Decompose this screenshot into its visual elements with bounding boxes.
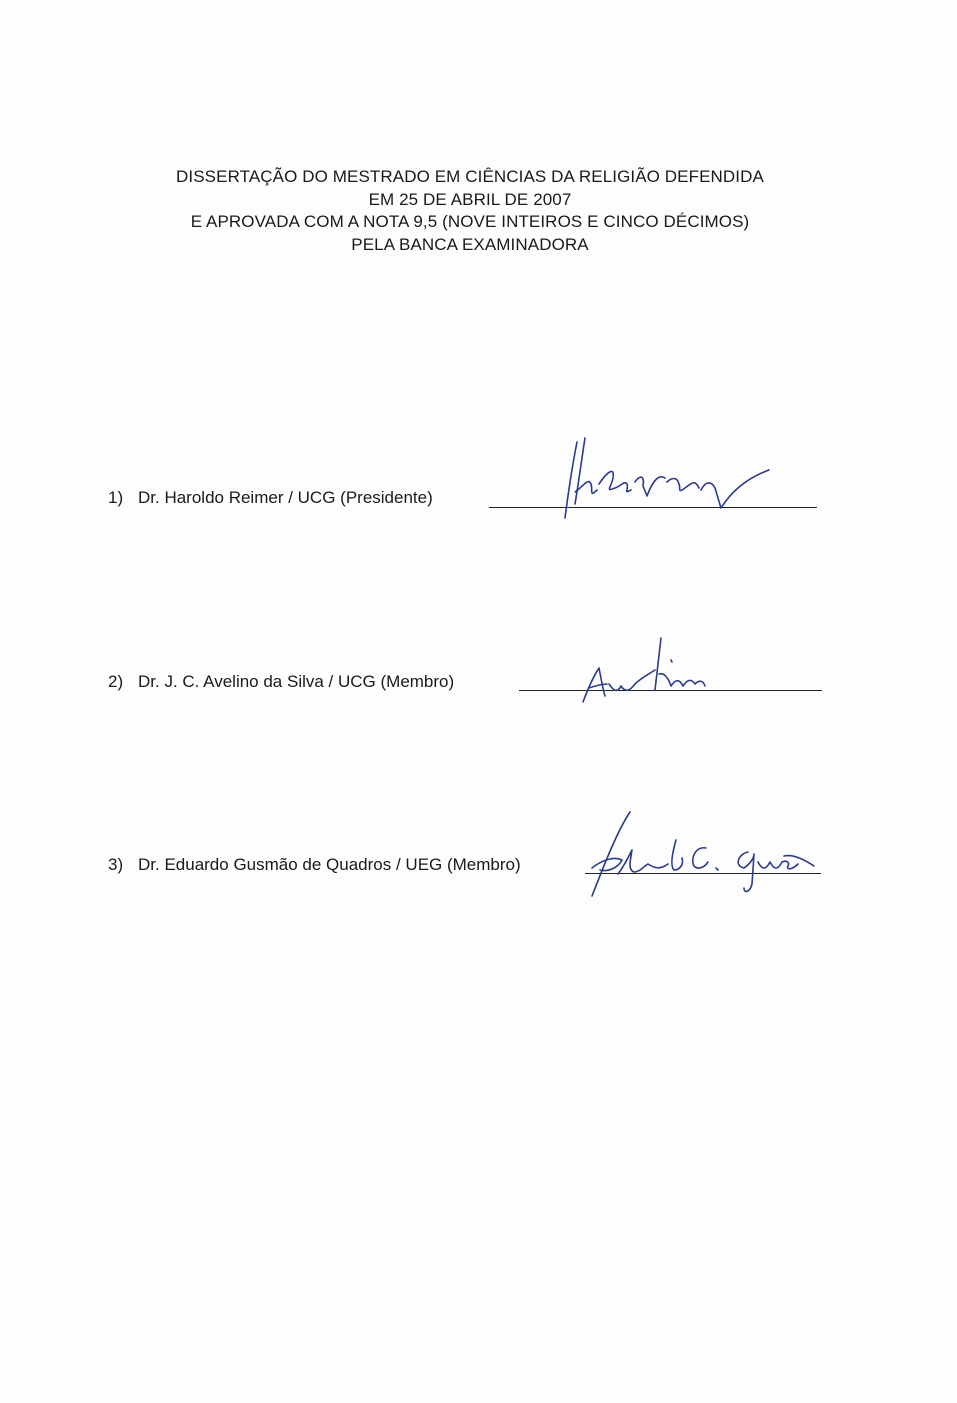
signature-3-icon xyxy=(578,810,828,900)
examiner-1 xyxy=(108,488,433,508)
examiner-1-number: 1) xyxy=(108,488,124,507)
examiner-2-number: 2) xyxy=(108,672,124,691)
heading-line-1: DISSERTAÇÃO DO MESTRADO EM CIÊNCIAS DA RELIGIÃO DEFENDIDA xyxy=(176,167,764,186)
approval-heading xyxy=(60,166,880,256)
examiner-3 xyxy=(108,855,521,875)
signature-1-icon xyxy=(555,432,775,522)
examiner-3-name: Dr. Eduardo Gusmão de Quadros / UEG (Membro) xyxy=(138,855,521,874)
examiner-1-name: Dr. Haroldo Reimer / UCG (Presidente) xyxy=(138,488,433,507)
examiner-2 xyxy=(108,672,454,692)
examiner-3-number: 3) xyxy=(108,855,124,874)
heading-line-4: PELA BANCA EXAMINADORA xyxy=(351,234,589,254)
heading-line-2: EM 25 DE ABRIL DE 2007 xyxy=(368,189,572,209)
examiner-2-name: Dr. J. C. Avelino da Silva / UCG (Membro) xyxy=(138,672,455,691)
signature-2-icon xyxy=(575,634,715,706)
heading-line-3: E APROVADA COM A NOTA 9,5 (NOVE INTEIROS E CINCO DÉCIMOS) xyxy=(190,212,750,231)
